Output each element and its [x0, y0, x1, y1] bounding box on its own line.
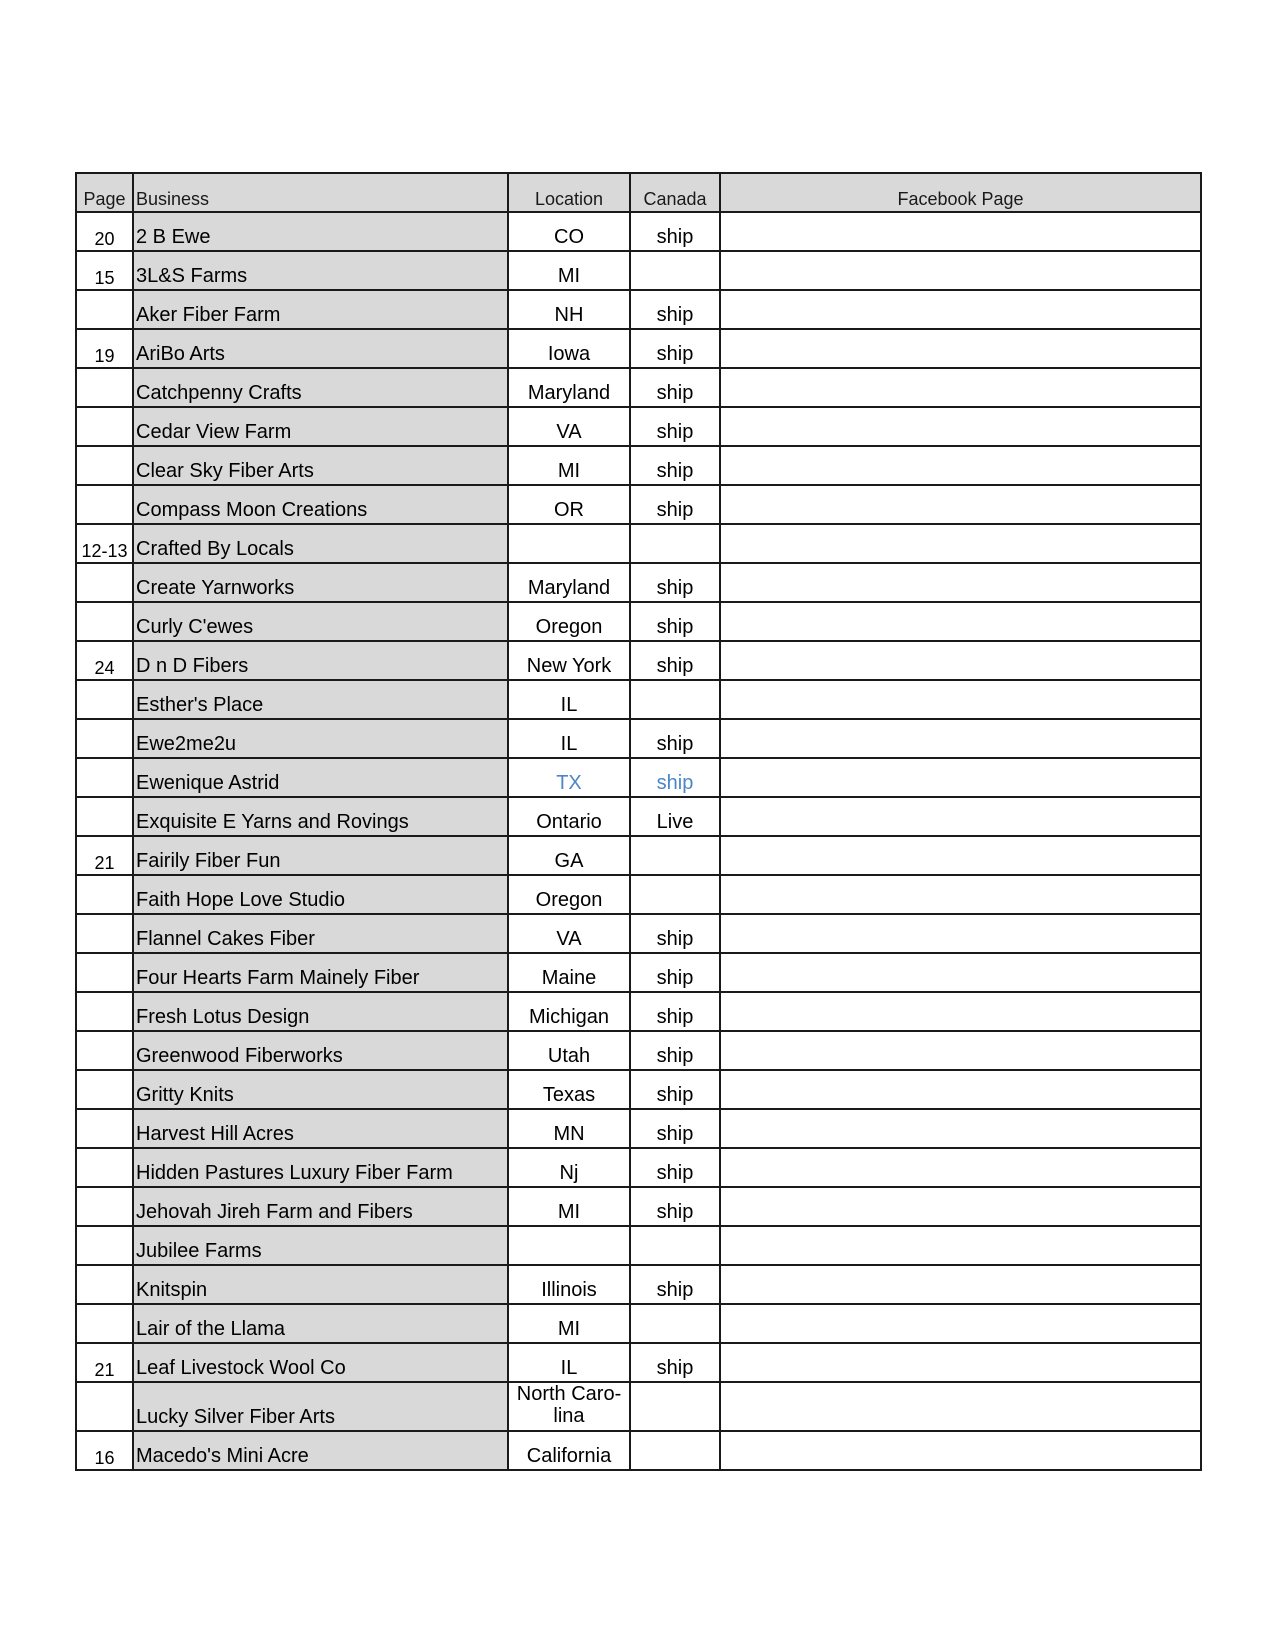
facebook-page-cell [720, 1343, 1201, 1382]
business-cell: Exquisite E Yarns and Rovings [133, 797, 508, 836]
facebook-page-cell [720, 1382, 1201, 1431]
page-cell: 19 [76, 329, 133, 368]
location-cell: OR [508, 485, 630, 524]
table-row [76, 524, 1201, 563]
table-row [76, 680, 1201, 719]
business-cell: Macedo's Mini Acre [133, 1431, 508, 1470]
canada-cell: ship [630, 485, 720, 524]
location-cell: California [508, 1431, 630, 1470]
facebook-page-cell [720, 368, 1201, 407]
facebook-page-cell [720, 797, 1201, 836]
header-location: Location [508, 173, 630, 212]
table-row [76, 1226, 1201, 1265]
location-cell: MI [508, 251, 630, 290]
header-business: Business [133, 173, 508, 212]
table-row [76, 719, 1201, 758]
header-row [76, 173, 1201, 212]
table-row [76, 407, 1201, 446]
business-cell: Crafted By Locals [133, 524, 508, 563]
business-cell: Fresh Lotus Design [133, 992, 508, 1031]
location-cell: Maryland [508, 563, 630, 602]
location-cell: NH [508, 290, 630, 329]
location-cell: MI [508, 446, 630, 485]
facebook-page-cell [720, 1070, 1201, 1109]
location-cell: MI [508, 1304, 630, 1343]
page-cell: 21 [76, 1343, 133, 1382]
business-cell: Greenwood Fiberworks [133, 1031, 508, 1070]
facebook-page-cell [720, 875, 1201, 914]
table-body [76, 212, 1201, 1470]
table-row [76, 836, 1201, 875]
location-cell: North Caro-lina [508, 1382, 630, 1431]
table-row [76, 1070, 1201, 1109]
page-cell [76, 992, 133, 1031]
page-cell: 24 [76, 641, 133, 680]
page-cell [76, 368, 133, 407]
business-cell: Knitspin [133, 1265, 508, 1304]
table-row [76, 1382, 1201, 1431]
table-row [76, 914, 1201, 953]
header-facebook-page: Facebook Page [720, 173, 1201, 212]
business-cell: Compass Moon Creations [133, 485, 508, 524]
facebook-page-cell [720, 329, 1201, 368]
page-cell [76, 719, 133, 758]
page-cell [76, 953, 133, 992]
table-row [76, 1187, 1201, 1226]
canada-cell: ship [630, 1265, 720, 1304]
facebook-page-cell [720, 1226, 1201, 1265]
facebook-page-cell [720, 1304, 1201, 1343]
table-row [76, 1265, 1201, 1304]
table-row [76, 1109, 1201, 1148]
table-row [76, 602, 1201, 641]
canada-cell: ship [630, 992, 720, 1031]
business-cell: Ewenique Astrid [133, 758, 508, 797]
business-cell: Ewe2me2u [133, 719, 508, 758]
business-cell: Esther's Place [133, 680, 508, 719]
location-cell: New York [508, 641, 630, 680]
canada-cell: ship [630, 1187, 720, 1226]
canada-cell [630, 1226, 720, 1265]
business-cell: Clear Sky Fiber Arts [133, 446, 508, 485]
canada-cell: ship [630, 1031, 720, 1070]
facebook-page-cell [720, 719, 1201, 758]
page-cell [76, 1382, 133, 1431]
table-row [76, 797, 1201, 836]
facebook-page-cell [720, 914, 1201, 953]
table-row [76, 1031, 1201, 1070]
page-cell [76, 875, 133, 914]
canada-cell: ship [630, 1148, 720, 1187]
canada-cell: ship [630, 758, 720, 797]
facebook-page-cell [720, 641, 1201, 680]
business-cell: Catchpenny Crafts [133, 368, 508, 407]
canada-cell [630, 524, 720, 563]
business-cell: Create Yarnworks [133, 563, 508, 602]
canada-cell [630, 1304, 720, 1343]
page-cell [76, 1226, 133, 1265]
page-cell [76, 290, 133, 329]
facebook-page-cell [720, 212, 1201, 251]
page-cell: 21 [76, 836, 133, 875]
table-row [76, 1431, 1201, 1470]
canada-cell: ship [630, 719, 720, 758]
page-cell: 12-13 [76, 524, 133, 563]
business-cell: 2 B Ewe [133, 212, 508, 251]
canada-cell: ship [630, 563, 720, 602]
canada-cell: ship [630, 641, 720, 680]
table-row [76, 290, 1201, 329]
facebook-page-cell [720, 1187, 1201, 1226]
location-cell: Michigan [508, 992, 630, 1031]
business-cell: AriBo Arts [133, 329, 508, 368]
canada-cell: ship [630, 446, 720, 485]
location-cell: Maine [508, 953, 630, 992]
business-cell: Flannel Cakes Fiber [133, 914, 508, 953]
facebook-page-cell [720, 1265, 1201, 1304]
facebook-page-cell [720, 1148, 1201, 1187]
location-cell: MI [508, 1187, 630, 1226]
canada-cell: ship [630, 1343, 720, 1382]
page-cell: 20 [76, 212, 133, 251]
business-cell: Leaf Livestock Wool Co [133, 1343, 508, 1382]
page-cell [76, 914, 133, 953]
facebook-page-cell [720, 992, 1201, 1031]
table-row [76, 875, 1201, 914]
page-cell: 15 [76, 251, 133, 290]
page-cell [76, 1265, 133, 1304]
page-cell [76, 602, 133, 641]
facebook-page-cell [720, 1109, 1201, 1148]
location-cell: VA [508, 914, 630, 953]
location-cell: Ontario [508, 797, 630, 836]
location-cell: Nj [508, 1148, 630, 1187]
business-cell: Gritty Knits [133, 1070, 508, 1109]
location-cell: Texas [508, 1070, 630, 1109]
table-row [76, 992, 1201, 1031]
canada-cell [630, 1431, 720, 1470]
facebook-page-cell [720, 407, 1201, 446]
page-cell [76, 1031, 133, 1070]
page-cell [76, 797, 133, 836]
table-row [76, 758, 1201, 797]
table-row [76, 251, 1201, 290]
business-table [75, 172, 1202, 1471]
location-cell: Illinois [508, 1265, 630, 1304]
facebook-page-cell [720, 524, 1201, 563]
location-cell [508, 1226, 630, 1265]
business-cell: Lair of the Llama [133, 1304, 508, 1343]
business-cell: Hidden Pastures Luxury Fiber Farm [133, 1148, 508, 1187]
table-row [76, 563, 1201, 602]
header-page: Page [76, 173, 133, 212]
location-cell: VA [508, 407, 630, 446]
location-cell: Iowa [508, 329, 630, 368]
facebook-page-cell [720, 485, 1201, 524]
canada-cell [630, 251, 720, 290]
table-row [76, 1343, 1201, 1382]
location-cell: IL [508, 680, 630, 719]
canada-cell: ship [630, 602, 720, 641]
business-cell: Harvest Hill Acres [133, 1109, 508, 1148]
canada-cell: ship [630, 407, 720, 446]
location-cell: TX [508, 758, 630, 797]
canada-cell: ship [630, 1109, 720, 1148]
table-row [76, 953, 1201, 992]
facebook-page-cell [720, 446, 1201, 485]
canada-cell [630, 875, 720, 914]
business-cell: Curly C'ewes [133, 602, 508, 641]
facebook-page-cell [720, 1431, 1201, 1470]
location-cell: IL [508, 1343, 630, 1382]
canada-cell: ship [630, 1070, 720, 1109]
table-row [76, 446, 1201, 485]
table-row [76, 1304, 1201, 1343]
canada-cell: ship [630, 329, 720, 368]
canada-cell [630, 836, 720, 875]
facebook-page-cell [720, 602, 1201, 641]
business-cell: 3L&S Farms [133, 251, 508, 290]
location-cell: Oregon [508, 602, 630, 641]
page-cell [76, 407, 133, 446]
facebook-page-cell [720, 1031, 1201, 1070]
canada-cell: ship [630, 290, 720, 329]
business-cell: Cedar View Farm [133, 407, 508, 446]
location-cell: Maryland [508, 368, 630, 407]
business-cell: Jehovah Jireh Farm and Fibers [133, 1187, 508, 1226]
table-row [76, 329, 1201, 368]
location-cell: Oregon [508, 875, 630, 914]
table-row [76, 485, 1201, 524]
business-cell: Fairily Fiber Fun [133, 836, 508, 875]
canada-cell: Live [630, 797, 720, 836]
facebook-page-cell [720, 563, 1201, 602]
page-cell [76, 1304, 133, 1343]
location-cell: CO [508, 212, 630, 251]
facebook-page-cell [720, 680, 1201, 719]
table-row [76, 212, 1201, 251]
location-cell: IL [508, 719, 630, 758]
table-row [76, 368, 1201, 407]
facebook-page-cell [720, 953, 1201, 992]
business-cell: Faith Hope Love Studio [133, 875, 508, 914]
canada-cell [630, 680, 720, 719]
facebook-page-cell [720, 251, 1201, 290]
business-cell: Lucky Silver Fiber Arts [133, 1382, 508, 1431]
page-cell [76, 1070, 133, 1109]
header-canada: Canada [630, 173, 720, 212]
canada-cell: ship [630, 212, 720, 251]
page-cell [76, 446, 133, 485]
facebook-page-cell [720, 836, 1201, 875]
canada-cell: ship [630, 368, 720, 407]
page-cell [76, 1148, 133, 1187]
page-cell [76, 563, 133, 602]
page-cell [76, 485, 133, 524]
page-cell [76, 1187, 133, 1226]
location-cell: Utah [508, 1031, 630, 1070]
page-cell [76, 758, 133, 797]
business-cell: Jubilee Farms [133, 1226, 508, 1265]
location-cell: MN [508, 1109, 630, 1148]
location-cell [508, 524, 630, 563]
canada-cell: ship [630, 953, 720, 992]
business-cell: Aker Fiber Farm [133, 290, 508, 329]
facebook-page-cell [720, 758, 1201, 797]
canada-cell [630, 1382, 720, 1431]
canada-cell: ship [630, 914, 720, 953]
facebook-page-cell [720, 290, 1201, 329]
page-cell: 16 [76, 1431, 133, 1470]
table-row [76, 1148, 1201, 1187]
page-cell [76, 1109, 133, 1148]
business-cell: D n D Fibers [133, 641, 508, 680]
page-cell [76, 680, 133, 719]
business-cell: Four Hearts Farm Mainely Fiber [133, 953, 508, 992]
location-cell: GA [508, 836, 630, 875]
table-row [76, 641, 1201, 680]
